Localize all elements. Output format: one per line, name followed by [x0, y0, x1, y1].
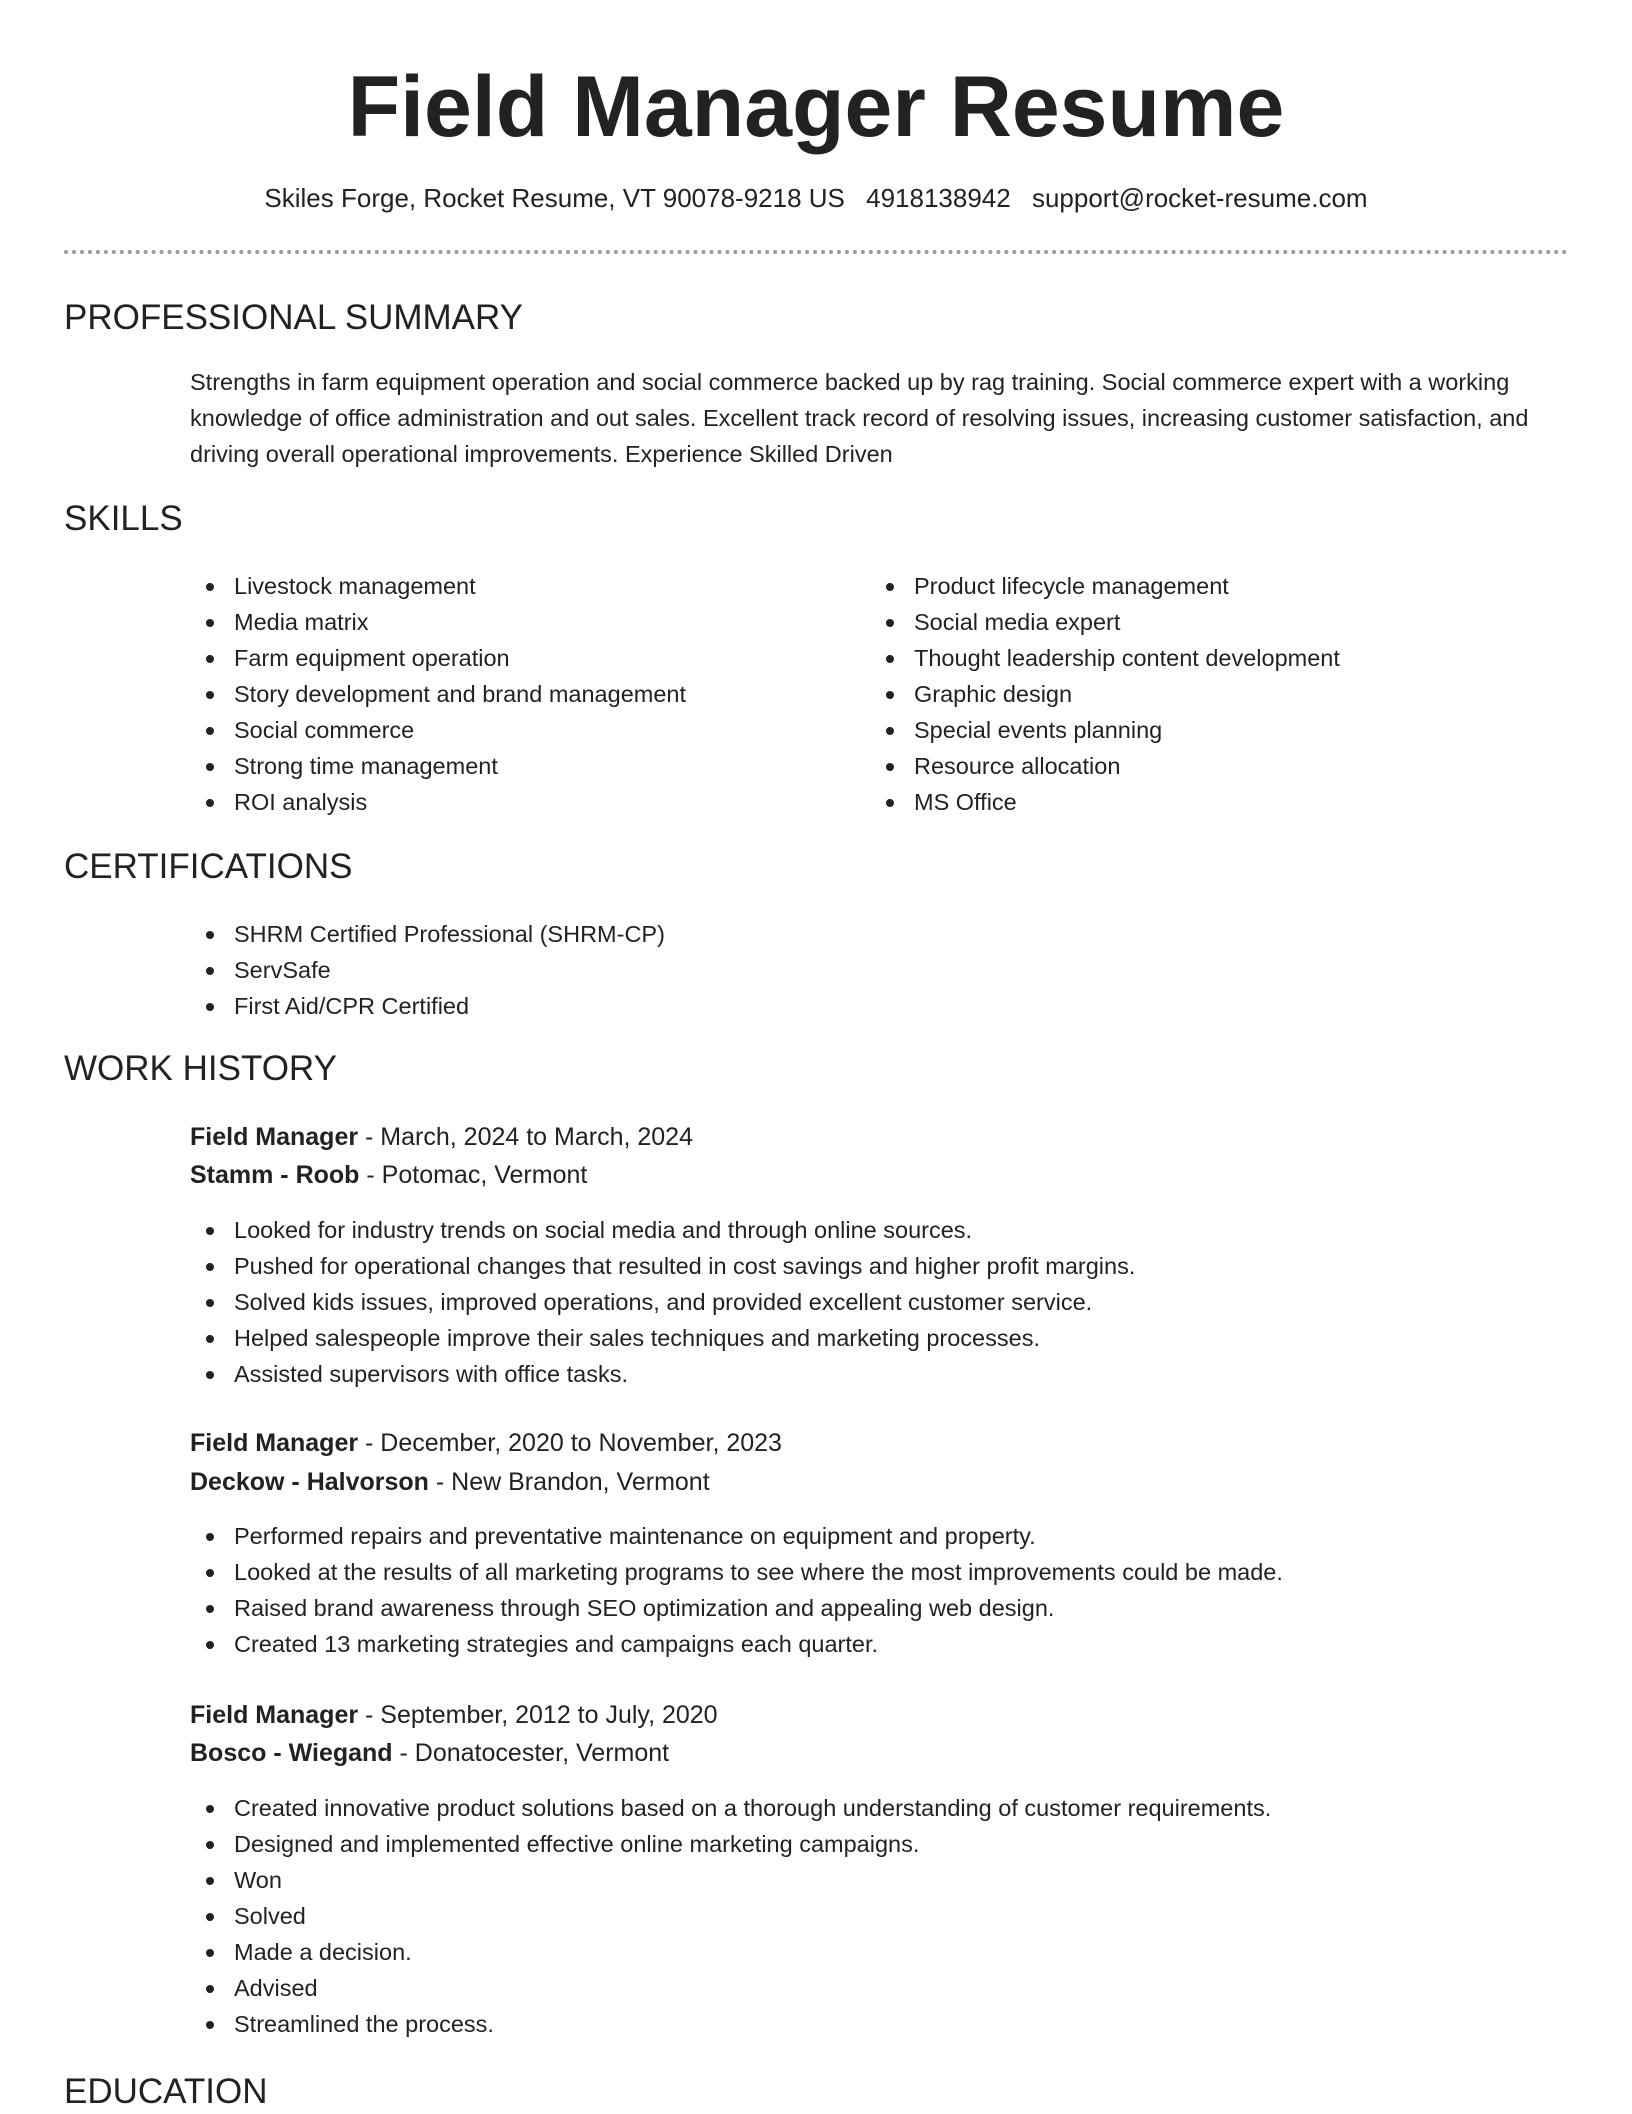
- skill-item: MS Office: [870, 784, 1340, 820]
- skill-item: Strong time management: [190, 748, 686, 784]
- skills-list-right: [870, 568, 1340, 820]
- job-bullet: Streamlined the process.: [190, 2006, 1271, 2042]
- certifications-list: [190, 916, 665, 1024]
- job-bullet: Assisted supervisors with office tasks.: [190, 1356, 1135, 1392]
- job-bullet: Made a decision.: [190, 1934, 1271, 1970]
- job-location: - New Brandon, Vermont: [428, 1468, 710, 1496]
- job-bullet: Raised brand awareness through SEO optimization and appealing web design.: [190, 1590, 1283, 1626]
- job-location: - Donatocester, Vermont: [392, 1739, 670, 1767]
- skill-item: Farm equipment operation: [190, 640, 686, 676]
- skill-item: Livestock management: [190, 568, 686, 604]
- skill-item: ROI analysis: [190, 784, 686, 820]
- job-bullet: Helped salespeople improve their sales techniques and marketing processes.: [190, 1320, 1135, 1356]
- job-bullet: Created innovative product solutions based on a thorough understanding of customer requirements.: [190, 1790, 1271, 1826]
- section-heading-skills: SKILLS: [64, 499, 183, 538]
- job-title-line: [190, 1120, 693, 1154]
- skill-item: Resource allocation: [870, 748, 1340, 784]
- contact-address: Skiles Forge, Rocket Resume, VT 90078-9218 US: [264, 183, 845, 213]
- skill-item: Media matrix: [190, 604, 686, 640]
- job-company-line: [190, 1465, 710, 1499]
- skill-item: Social media expert: [870, 604, 1340, 640]
- contact-info: [0, 180, 1632, 216]
- section-heading-certifications: CERTIFICATIONS: [64, 847, 353, 886]
- job-dates: - September, 2012 to July, 2020: [358, 1701, 718, 1729]
- job-bullet: Performed repairs and preventative maintenance on equipment and property.: [190, 1518, 1283, 1554]
- job-bullets: [190, 1518, 1283, 1662]
- job-title: Field Manager: [190, 1123, 359, 1151]
- section-heading-education: EDUCATION: [64, 2072, 268, 2111]
- job-bullets: [190, 1212, 1135, 1392]
- job-bullet: Won: [190, 1862, 1271, 1898]
- job-bullet: Created 13 marketing strategies and campaigns each quarter.: [190, 1626, 1283, 1662]
- job-bullet: Solved kids issues, improved operations, and provided excellent customer service.: [190, 1284, 1135, 1320]
- job-bullet: Advised: [190, 1970, 1271, 2006]
- job-dates: - March, 2024 to March, 2024: [358, 1123, 693, 1151]
- page-title: Field Manager Resume: [347, 59, 1285, 155]
- skill-item: Thought leadership content development: [870, 640, 1340, 676]
- contact-email: support@rocket-resume.com: [1031, 183, 1368, 213]
- section-heading-summary: PROFESSIONAL SUMMARY: [64, 298, 523, 337]
- job-company-line: [190, 1158, 587, 1192]
- skill-item: Story development and brand management: [190, 676, 686, 712]
- job-bullet: Solved: [190, 1898, 1271, 1934]
- job-bullet: Designed and implemented effective online marketing campaigns.: [190, 1826, 1271, 1862]
- job-title: Field Manager: [190, 1701, 359, 1729]
- skill-item: Graphic design: [870, 676, 1340, 712]
- job-title-line: [190, 1426, 782, 1460]
- job-company: Deckow - Halvorson: [190, 1468, 429, 1496]
- job-bullet: Looked at the results of all marketing programs to see where the most improvements could be made.: [190, 1554, 1283, 1590]
- section-heading-work-history: WORK HISTORY: [64, 1049, 337, 1088]
- certification-item: First Aid/CPR Certified: [190, 988, 665, 1024]
- job-bullet: Looked for industry trends on social media and through online sources.: [190, 1212, 1135, 1248]
- job-company: Bosco - Wiegand: [190, 1739, 393, 1767]
- contact-phone: 4918138942: [866, 183, 1011, 213]
- certification-item: SHRM Certified Professional (SHRM-CP): [190, 916, 665, 952]
- certification-item: ServSafe: [190, 952, 665, 988]
- job-location: - Potomac, Vermont: [359, 1161, 588, 1189]
- job-title-line: [190, 1698, 718, 1732]
- job-dates: - December, 2020 to November, 2023: [358, 1429, 782, 1457]
- skill-item: Special events planning: [870, 712, 1340, 748]
- job-title: Field Manager: [190, 1429, 359, 1457]
- job-company: Stamm - Roob: [190, 1161, 360, 1189]
- job-bullets: [190, 1790, 1271, 2042]
- header-divider: [64, 250, 1568, 254]
- summary-text: Strengths in farm equipment operation and social commerce backed up by rag training. Social commerce expert with a working knowledge of office administration and out sales. Excellent track record of resolving issues, increasing customer satisfaction, and driving overall operational improvements. Experience Skilled Driven: [190, 369, 1529, 467]
- job-bullet: Pushed for operational changes that resulted in cost savings and higher profit margins.: [190, 1248, 1135, 1284]
- skills-list-left: [190, 568, 686, 820]
- skill-item: Product lifecycle management: [870, 568, 1340, 604]
- skill-item: Social commerce: [190, 712, 686, 748]
- job-company-line: [190, 1736, 669, 1770]
